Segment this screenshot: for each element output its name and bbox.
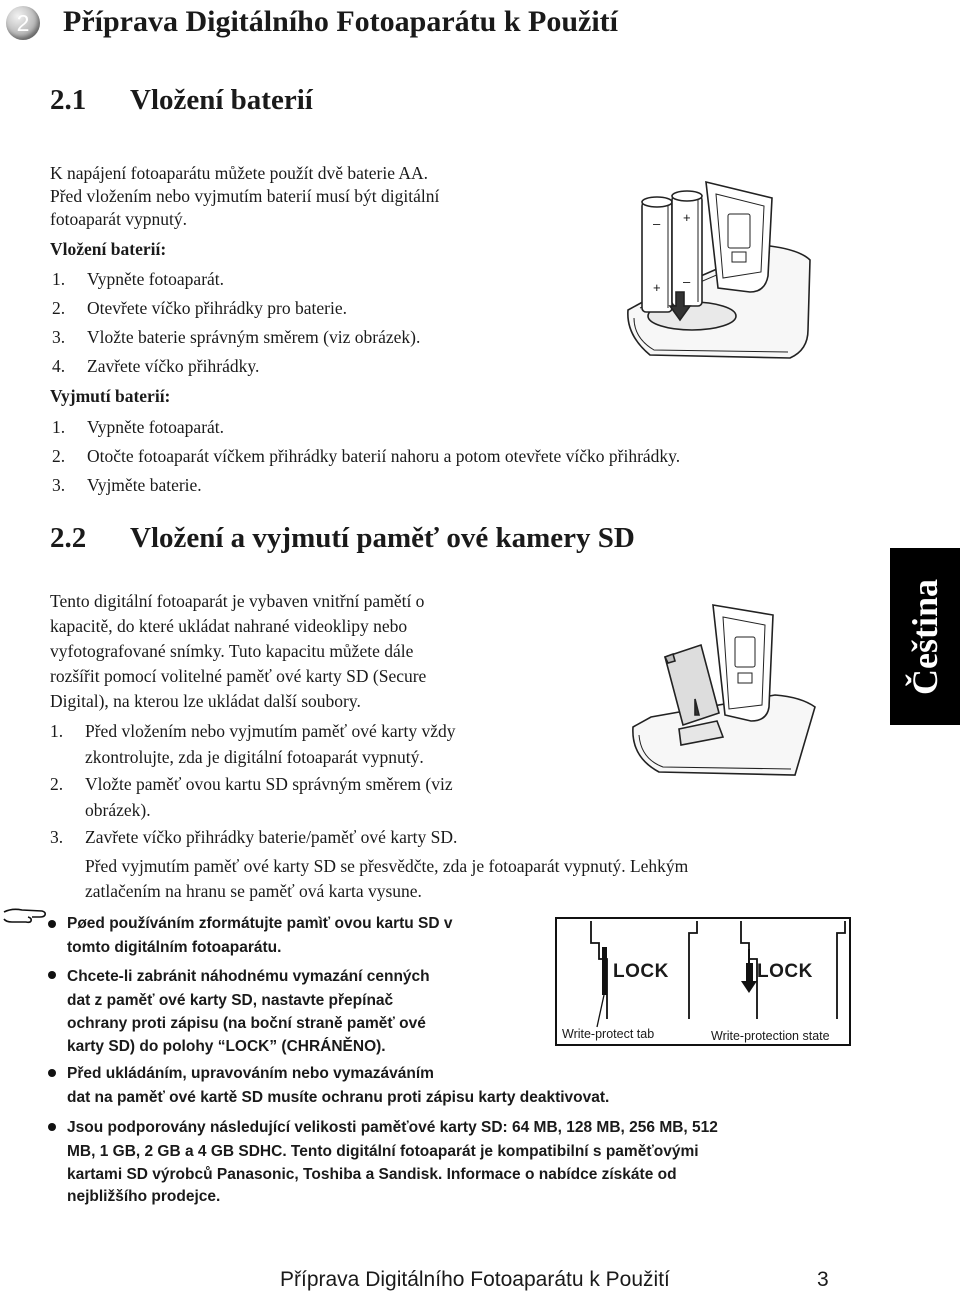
list-item-continuation: Před vyjmutím paměť ové karty SD se přesvědčte, zda je fotoaparát vypnutý. Lehkým — [85, 856, 689, 876]
lock-arrow-icon — [741, 981, 757, 993]
intro-line: fotoaparát vypnutý. — [50, 209, 188, 229]
lock-label: LOCK — [613, 961, 669, 982]
caption-leader-line — [597, 995, 604, 1027]
list-item: 1. Vypněte fotoaparát. — [52, 417, 225, 437]
write-protect-figure — [555, 917, 851, 1046]
note-line: karty SD) do polohy “LOCK” (CHRÁNĚNO). — [67, 1038, 386, 1055]
chapter-title: Příprava Digitálního Fotoaparátu k Použití — [63, 5, 618, 38]
list-item: 2. Otočte fotoaparát víčkem přihrádky baterií nahoru a potom otevřete víčko přihrádky. — [52, 446, 681, 466]
bullet-icon — [48, 971, 56, 979]
section-number: 2.1 — [50, 84, 87, 116]
note-line: Před ukládáním, upravováním nebo vymazáváním — [67, 1065, 434, 1082]
pointing-hand-note-icon — [2, 906, 48, 926]
section-2-2-heading — [50, 520, 635, 556]
list-item-continuation: zkontrolujte, zda je digitální fotoaparát vypnutý. — [85, 747, 424, 767]
note-line: Pøed používáním zformátujte pamìť ovou kartu SD v — [67, 915, 453, 932]
list-item: 2. Vložte paměť ovou kartu SD správným směrem (viz — [50, 774, 453, 794]
intro-line: Před vložením nebo vyjmutím baterií musí být digitální — [50, 186, 440, 206]
battery-polarity-mark: + — [653, 280, 661, 295]
intro-line: Digital), na kterou lze ukládat další soubory. — [50, 691, 361, 711]
insert-batteries-heading: Vložení baterií: — [50, 239, 167, 259]
section-number: 2.2 — [50, 522, 87, 554]
chapter-number-badge: 2 — [6, 6, 40, 40]
page-number: 3 — [817, 1268, 829, 1291]
list-item: 3. Zavřete víčko přihrádky baterie/paměť ové karty SD. — [50, 827, 458, 847]
list-item: 4. Zavřete víčko přihrádky. — [52, 356, 260, 376]
note-line: dat z paměť ové karty SD, nastavte přepínač — [67, 992, 394, 1009]
list-item: 1. Vypněte fotoaparát. — [52, 269, 225, 289]
note-line: nejbližšího prodejce. — [67, 1188, 221, 1205]
list-item: 1. Před vložením nebo vyjmutím paměť ové karty vždy — [50, 721, 456, 741]
intro-line: kapacitě, do které ukládat nahrané videoklipy nebo — [50, 616, 408, 636]
note-line: ochrany proti zápisu (na boční straně paměť ové — [67, 1015, 426, 1032]
note-line: dat na paměť ové kartě SD musíte ochranu proti zápisu karty deaktivovat. — [67, 1089, 610, 1106]
bullet-icon — [48, 920, 56, 928]
list-item: 3. Vyjměte baterie. — [52, 475, 202, 495]
language-side-tab — [890, 548, 960, 725]
list-item: 3. Vložte baterie správným směrem (viz obrázek). — [52, 327, 421, 347]
note-line: Chcete-li zabránit náhodnému vymazání cenných — [67, 968, 430, 985]
list-item-continuation: zatlačením na hranu se paměť ová karta vysune. — [85, 881, 422, 901]
section-2-1-heading — [50, 82, 313, 118]
intro-line: Tento digitální fotoaparát je vybaven vnitřní pamětí o — [50, 591, 425, 611]
language-label: Čeština — [905, 578, 945, 695]
write-protect-tab — [602, 947, 607, 995]
write-protect-tab-caption: Write-protect tab — [562, 1027, 655, 1041]
write-protection-state-caption: Write-protection state — [711, 1029, 830, 1043]
list-item: 2. Otevřete víčko přihrádky pro baterie. — [52, 298, 347, 318]
battery-polarity-mark: – — [653, 216, 661, 231]
note-line: tomto digitálním fotoaparátu. — [67, 939, 282, 956]
lock-label: LOCK — [757, 961, 813, 982]
note-line: kartami SD výrobců Panasonic, Toshiba a Sandisk. Informace o nabídce získáte od — [67, 1166, 677, 1183]
bullet-icon — [48, 1069, 56, 1077]
intro-line: K napájení fotoaparátu můžete použít dvě baterie AA. — [50, 163, 429, 183]
battery-polarity-mark: + — [683, 210, 691, 225]
bullet-icon — [48, 1123, 56, 1131]
section-title: Vložení a vyjmutí paměť ové kamery SD — [130, 522, 635, 554]
list-item-continuation: obrázek). — [85, 800, 151, 820]
note-line: Jsou podporovány následující velikosti paměťové karty SD: 64 MB, 128 MB, 256 MB, 512 — [67, 1119, 718, 1136]
footer-title: Příprava Digitálního Fotoaparátu k Použití — [280, 1268, 670, 1291]
battery-insertion-illustration — [620, 180, 820, 370]
section-title: Vložení baterií — [130, 84, 313, 116]
sd-card-insertion-illustration — [625, 597, 825, 777]
battery-polarity-mark: – — [683, 274, 691, 289]
note-line: MB, 1 GB, 2 GB a 4 GB SDHC. Tento digitální fotoaparát je kompatibilní s paměťovými — [67, 1143, 699, 1160]
intro-line: vyfotografované snímky. Tuto kapacitu můžete dále — [50, 641, 414, 661]
intro-line: rozšířit pomocí volitelné paměť ové karty SD (Secure — [50, 666, 427, 686]
remove-batteries-heading: Vyjmutí baterií: — [50, 386, 171, 406]
